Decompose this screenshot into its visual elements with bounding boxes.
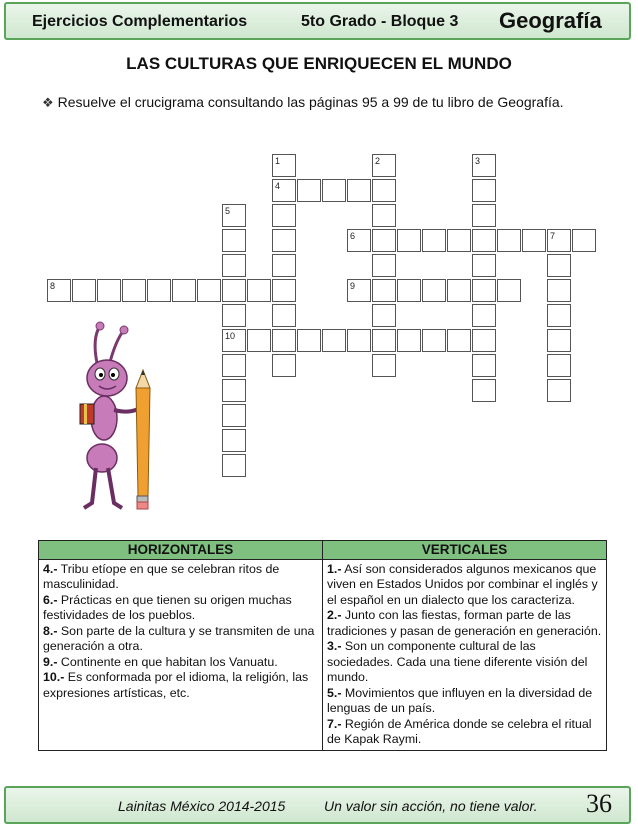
crossword-cell[interactable]: [347, 179, 371, 202]
crossword-cell[interactable]: [547, 304, 571, 327]
crossword-cell[interactable]: [222, 279, 246, 302]
crossword-cell[interactable]: [347, 329, 371, 352]
crossword-cell[interactable]: [222, 204, 246, 227]
horizontal-clues: [39, 559, 323, 750]
crossword-cell[interactable]: [572, 229, 596, 252]
crossword-cell[interactable]: [547, 279, 571, 302]
crossword-cell[interactable]: [472, 304, 496, 327]
clue-number: 1: [275, 156, 281, 166]
crossword-cell[interactable]: [222, 354, 246, 377]
crossword-cell[interactable]: [472, 254, 496, 277]
clue-v3: 3.- Son un componente cultural de las sociedades. Cada una tiene diferente visión del mundo.: [327, 639, 588, 684]
crossword-cell[interactable]: [372, 179, 396, 202]
clue-v2: 2.- Junto con las fiestas, forman parte de las tradiciones y pasan de generación en generación.: [327, 608, 602, 638]
crossword-cell[interactable]: [197, 279, 221, 302]
crossword-cell[interactable]: [422, 229, 446, 252]
page-title: LAS CULTURAS QUE ENRIQUECEN EL MUNDO: [126, 54, 512, 73]
crossword-cell[interactable]: [547, 229, 571, 252]
crossword-cell[interactable]: [297, 329, 321, 352]
crossword-cell[interactable]: [422, 279, 446, 302]
crossword-cell[interactable]: [122, 279, 146, 302]
crossword-cell[interactable]: [222, 304, 246, 327]
crossword-cell[interactable]: [447, 279, 471, 302]
crossword-cell[interactable]: [97, 279, 121, 302]
vertical-header: VERTICALES: [323, 541, 607, 560]
instruction-text: Resuelve el crucigrama consultando las páginas 95 a 99 de tu libro de Geografía.: [57, 94, 564, 110]
horizontal-header: HORIZONTALES: [39, 541, 323, 560]
crossword-cell[interactable]: [372, 304, 396, 327]
clues-table: [38, 540, 607, 751]
crossword-cell[interactable]: [472, 179, 496, 202]
crossword-cell[interactable]: [372, 154, 396, 177]
crossword-cell[interactable]: [372, 229, 396, 252]
clue-h4: 4.- Tribu etíope en que se celebran ritos de masculinidad.: [43, 561, 280, 591]
crossword-cell[interactable]: [347, 229, 371, 252]
clue-number: 2: [375, 156, 381, 166]
footer-motto: Un valor sin acción, no tiene valor.: [324, 798, 538, 814]
clue-number: 8: [50, 281, 56, 291]
crossword-cell[interactable]: [447, 229, 471, 252]
crossword-cell[interactable]: [222, 254, 246, 277]
grade-label: 5to Grado - Bloque 3: [301, 13, 459, 30]
crossword-cell[interactable]: [547, 354, 571, 377]
crossword-cell[interactable]: [397, 229, 421, 252]
crossword-cell[interactable]: [247, 279, 271, 302]
clue-h8: 8.- Son parte de la cultura y se transmiten de una generación a otra.: [43, 623, 315, 653]
diamond-bullet-icon: ❖: [42, 95, 54, 110]
crossword-cell[interactable]: [172, 279, 196, 302]
clue-number: 4: [275, 181, 281, 191]
crossword-cell[interactable]: [222, 379, 246, 402]
crossword-cell[interactable]: [397, 279, 421, 302]
clue-number: 10: [225, 331, 236, 341]
crossword-cell[interactable]: [272, 204, 296, 227]
crossword-cell[interactable]: [372, 329, 396, 352]
crossword-cell[interactable]: [347, 279, 371, 302]
clue-number: 5: [225, 206, 231, 216]
crossword-cell[interactable]: [547, 254, 571, 277]
crossword-cell[interactable]: [472, 154, 496, 177]
clue-v5: 5.- Movimientos que influyen en la diversidad de lenguas de un país.: [327, 685, 593, 715]
crossword-cell[interactable]: [472, 279, 496, 302]
crossword-cell[interactable]: [147, 279, 171, 302]
crossword-cell[interactable]: [272, 179, 296, 202]
crossword-cell[interactable]: [247, 329, 271, 352]
page-footer: [4, 786, 631, 824]
crossword-cell[interactable]: [222, 229, 246, 252]
vertical-clues: [323, 559, 607, 750]
crossword-cell[interactable]: [372, 354, 396, 377]
crossword-cell[interactable]: [472, 229, 496, 252]
area-label: Geografía: [499, 8, 602, 33]
crossword-cell[interactable]: [547, 329, 571, 352]
crossword-cell[interactable]: [522, 229, 546, 252]
crossword-cell[interactable]: [397, 329, 421, 352]
clue-number: 6: [350, 231, 356, 241]
crossword-cell[interactable]: [422, 329, 446, 352]
subject-label: Ejercicios Complementarios: [32, 13, 248, 30]
crossword-cell[interactable]: [372, 204, 396, 227]
clue-number: 3: [475, 156, 481, 166]
crossword-cell[interactable]: [222, 454, 246, 477]
clue-v7: 7.- Región de América donde se celebra el ritual de Kapak Raymi.: [327, 716, 592, 746]
crossword-cell[interactable]: [497, 279, 521, 302]
crossword-cell[interactable]: [497, 229, 521, 252]
crossword-cell[interactable]: [372, 279, 396, 302]
clue-number: 7: [550, 231, 556, 241]
crossword-cell[interactable]: [322, 329, 346, 352]
crossword-cell[interactable]: [472, 204, 496, 227]
clue-h9: 9.- Continente en que habitan los Vanuatu.: [43, 654, 278, 669]
clue-number: 9: [350, 281, 356, 291]
clue-h10: 10.- Es conformada por el idioma, la religión, las expresiones artísticas, etc.: [43, 670, 309, 700]
crossword-cell[interactable]: [47, 279, 71, 302]
crossword-cell[interactable]: [72, 279, 96, 302]
crossword-cell[interactable]: [272, 154, 296, 177]
crossword-cell[interactable]: [297, 179, 321, 202]
crossword-cell[interactable]: [322, 179, 346, 202]
crossword-cell[interactable]: [222, 404, 246, 427]
crossword-cell[interactable]: [272, 304, 296, 327]
crossword-cell[interactable]: [222, 429, 246, 452]
crossword-cell[interactable]: [447, 329, 471, 352]
footer-credit: Lainitas México 2014-2015: [118, 798, 286, 814]
crossword-cell[interactable]: [272, 229, 296, 252]
crossword-cell[interactable]: [222, 329, 246, 352]
page-number: 36: [586, 789, 612, 818]
clue-v1: 1.- Así son considerados algunos mexicanos que viven en Estados Unidos por combinar el inglés y el español en un dialecto que los caracteriza.: [327, 561, 598, 607]
crossword-cell[interactable]: [272, 254, 296, 277]
ant-with-pencil-illustration: [52, 318, 177, 518]
crossword-cell[interactable]: [547, 379, 571, 402]
crossword-cell[interactable]: [472, 379, 496, 402]
crossword-cell[interactable]: [272, 329, 296, 352]
crossword-cell[interactable]: [272, 279, 296, 302]
clue-h6: 6.- Prácticas en que tienen su origen muchas festividades de los pueblos.: [43, 592, 292, 622]
crossword-cell[interactable]: [272, 354, 296, 377]
crossword-cell[interactable]: [472, 329, 496, 352]
crossword-cell[interactable]: [372, 254, 396, 277]
crossword-cell[interactable]: [472, 354, 496, 377]
